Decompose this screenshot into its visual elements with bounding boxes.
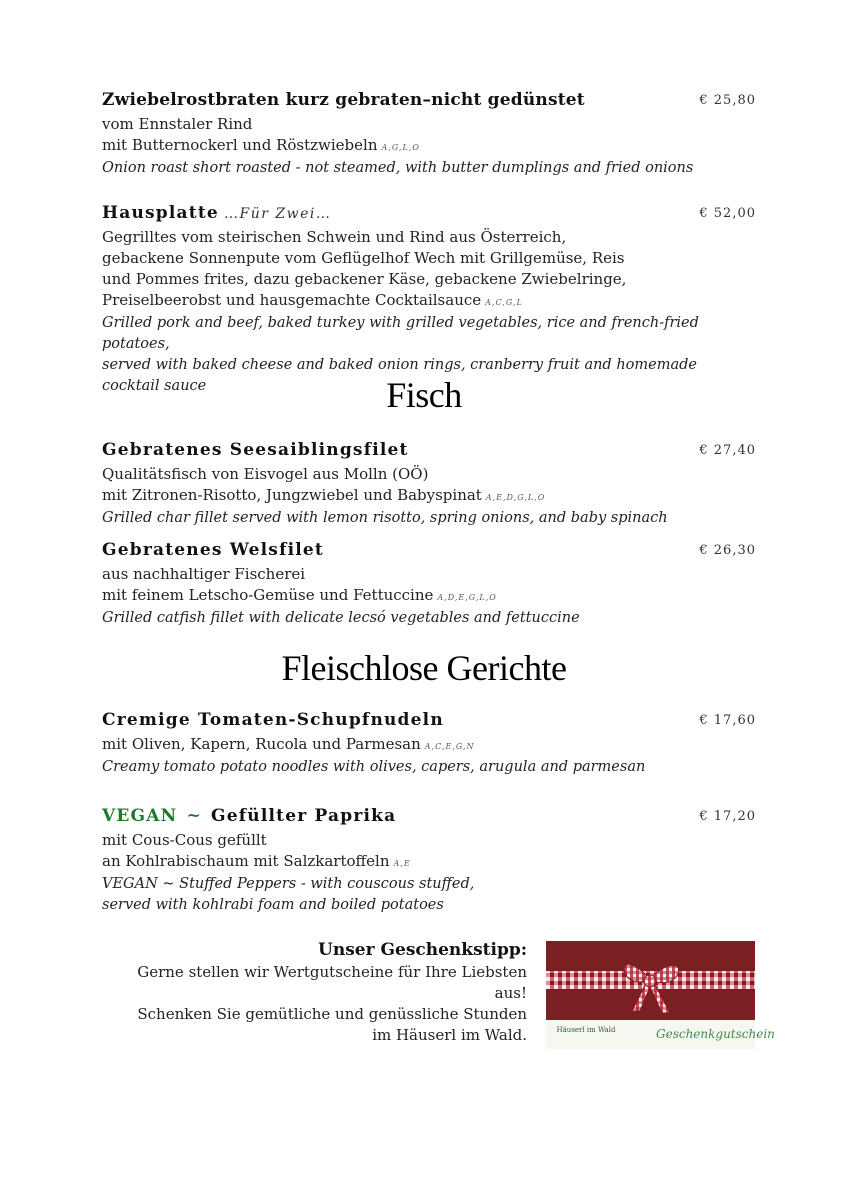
- dish-description: [102, 290, 756, 313]
- dish-description-text: mit Zitronen-Risotto, Jungzwiebel und Babyspinat: [102, 486, 482, 504]
- allergen-codes: A,C,G,L: [485, 298, 523, 307]
- dish-description: [102, 851, 756, 874]
- allergen-codes: A,E,D,G,L,O: [485, 493, 546, 502]
- dish-note: …Für Zwei…: [223, 206, 332, 222]
- dish-header: [102, 203, 756, 227]
- dish-description: Gegrilltes vom steirischen Schwein und Rind aus Österreich,: [102, 228, 567, 246]
- dish-price: € 27,40: [699, 443, 756, 458]
- dish-price: € 26,30: [699, 543, 756, 558]
- dish-price: € 17,60: [699, 713, 756, 728]
- voucher-logo: Häuserl im Wald: [556, 1026, 616, 1034]
- section-heading-fisch: Fisch: [386, 375, 462, 415]
- vegan-tilde: ~: [186, 806, 202, 826]
- dish-name: Gefüllter Paprika: [211, 806, 397, 826]
- gift-tip-title: Unser Geschenkstipp:: [318, 940, 527, 960]
- dish-english: VEGAN ~ Stuffed Peppers - with couscous stuffed,: [102, 876, 475, 892]
- dish-zwiebelrostbraten: [102, 90, 756, 179]
- dish-header: [102, 710, 756, 734]
- dish-description: [102, 135, 756, 158]
- dish-description-text: Preiselbeerobst und hausgemachte Cocktailsauce: [102, 291, 482, 309]
- dish-welsfilet: [102, 540, 756, 629]
- gift-tip-text: Schenken Sie gemütliche und genüssliche Stunden: [137, 1005, 527, 1023]
- dish-price: € 17,20: [699, 809, 756, 824]
- section-heading-fleischlos: Fleischlose Gerichte: [281, 648, 567, 688]
- dish-name: Cremige Tomaten-Schupfnudeln: [102, 710, 444, 730]
- gift-tip-text: im Häuserl im Wald.: [372, 1026, 527, 1044]
- dish-description: und Pommes frites, dazu gebackener Käse, gebackene Zwiebelringe,: [102, 270, 627, 288]
- gift-tip: [102, 938, 527, 1046]
- dish-name: Gebratenes Seesaiblingsfilet: [102, 440, 409, 460]
- dish-english: Creamy tomato potato noodles with olives, capers, arugula and parmesan: [102, 759, 646, 775]
- allergen-codes: A,G,L,O: [381, 143, 420, 152]
- dish-description: vom Ennstaler Rind: [102, 115, 253, 133]
- dish-description: aus nachhaltiger Fischerei: [102, 565, 306, 583]
- allergen-codes: A,C,E,G,N: [424, 742, 475, 751]
- dish-description-text: mit Oliven, Kapern, Rucola und Parmesan: [102, 735, 421, 753]
- dish-name: Zwiebelrostbraten kurz gebraten–nicht gedünstet: [102, 90, 585, 110]
- dish-header: [102, 90, 756, 114]
- dish-price: € 25,80: [699, 93, 756, 108]
- dish-description-text: mit Butternockerl und Röstzwiebeln: [102, 136, 378, 154]
- dish-english: Grilled catfish fillet with delicate lecsó vegetables and fettuccine: [102, 610, 580, 626]
- gift-voucher-image: [546, 941, 775, 1049]
- dish-description: [102, 485, 756, 508]
- dish-description: Qualitätsfisch von Eisvogel aus Molln (OÖ): [102, 465, 429, 483]
- dish-schupfnudeln: [102, 710, 756, 778]
- voucher-bow-icon: [546, 941, 755, 1020]
- dish-seesaiblingsfilet: [102, 440, 756, 529]
- dish-english: Onion roast short roasted - not steamed, with butter dumplings and fried onions: [102, 160, 694, 176]
- gift-tip-text: Gerne stellen wir Wertgutscheine für Ihre Liebsten aus!: [137, 963, 527, 1002]
- dish-header: [102, 540, 756, 564]
- voucher-script-title: Geschenkgutschein: [656, 1027, 775, 1041]
- dish-description: [102, 585, 756, 608]
- dish-hausplatte: [102, 203, 756, 397]
- dish-description: mit Cous-Cous gefüllt: [102, 831, 267, 849]
- dish-english: Grilled pork and beef, baked turkey with grilled vegetables, rice and french-fried potatoes,: [102, 315, 699, 352]
- dish-english: served with kohlrabi foam and boiled potatoes: [102, 897, 444, 913]
- dish-name: Gebratenes Welsfilet: [102, 540, 324, 560]
- dish-name: Hausplatte: [102, 203, 219, 223]
- allergen-codes: A,E: [393, 859, 411, 868]
- dish-header: [102, 806, 756, 830]
- dish-price: € 52,00: [699, 206, 756, 221]
- dish-description: gebackene Sonnenpute vom Geflügelhof Wech mit Grillgemüse, Reis: [102, 249, 625, 267]
- vegan-label: VEGAN: [102, 806, 178, 826]
- dish-english: Grilled char fillet served with lemon risotto, spring onions, and baby spinach: [102, 510, 668, 526]
- allergen-codes: A,D,E,G,L,O: [437, 593, 497, 602]
- dish-gefuellter-paprika: [102, 806, 756, 916]
- dish-english: served with baked cheese and baked onion rings, cranberry fruit and homemade cocktail sauce: [102, 357, 697, 394]
- dish-header: [102, 440, 756, 464]
- dish-description-text: an Kohlrabischaum mit Salzkartoffeln: [102, 852, 390, 870]
- dish-description: [102, 734, 756, 757]
- dish-description-text: mit feinem Letscho-Gemüse und Fettuccine: [102, 586, 434, 604]
